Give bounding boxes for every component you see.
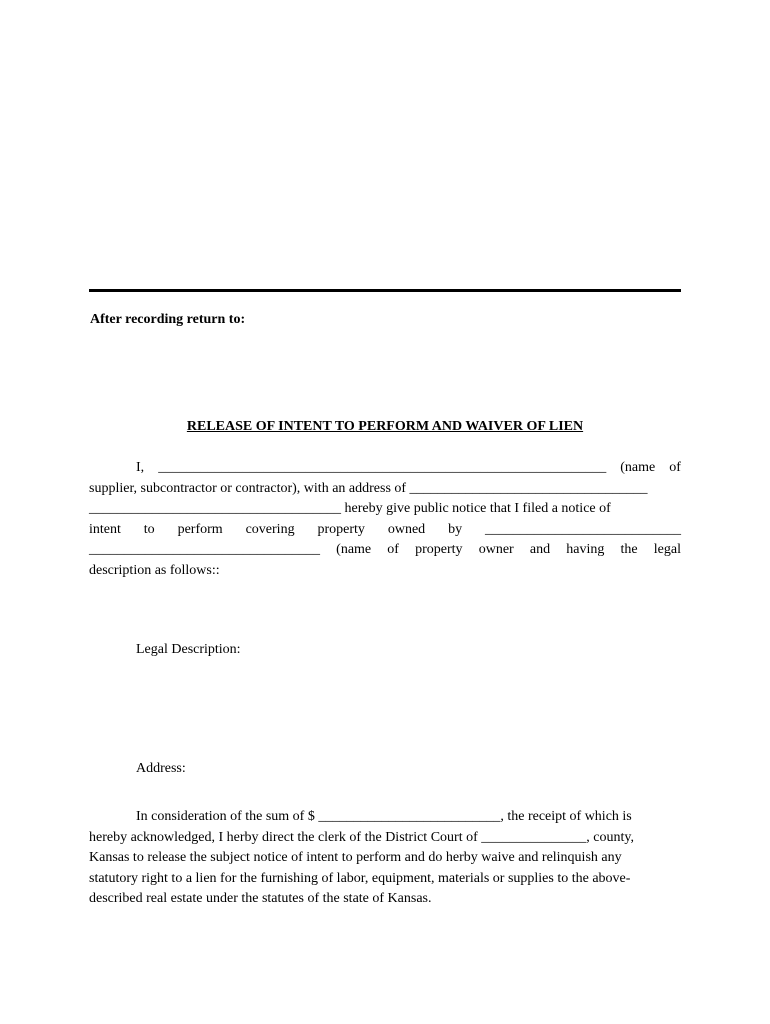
text-fragment: owner <box>478 542 514 557</box>
text-fragment: (name <box>620 460 656 475</box>
text-fragment: to <box>143 521 155 537</box>
text-fragment: legal <box>653 542 681 557</box>
text-fragment: (name <box>336 542 372 557</box>
legal-description-label: Legal Description: <box>136 642 241 657</box>
text-fragment: I, <box>136 460 145 475</box>
property-owner-blank: ____________________________ <box>484 521 681 537</box>
text-fragment: hereby acknowledged, I herby direct the clerk of the District Court of _______________, county, <box>89 829 634 845</box>
text-fragment: property <box>317 521 365 537</box>
address-label: Address: <box>136 761 186 776</box>
paragraph-line-2 <box>89 479 681 500</box>
text-fragment: the <box>620 542 638 557</box>
text-fragment: having <box>566 542 605 557</box>
text-fragment: intent <box>89 521 121 537</box>
text-fragment: owned <box>387 521 426 537</box>
release-paragraph <box>89 458 681 581</box>
consideration-line-5 <box>89 889 681 910</box>
text-fragment: ____________________________________ hereby give public notice that I filed a notice of <box>89 501 611 516</box>
text-fragment: of <box>387 542 399 557</box>
consideration-paragraph <box>89 807 681 910</box>
text-fragment: statutory right to a lien for the furnishing of labor, equipment, materials or supplies to the above- <box>89 870 631 886</box>
paragraph-line-5 <box>89 540 681 561</box>
text-fragment: In consideration of the sum of $ __________________________, the receipt of which is <box>136 809 632 824</box>
consideration-line-3 <box>89 848 681 869</box>
paragraph-line-1 <box>89 458 681 479</box>
text-fragment: property <box>415 542 463 557</box>
property-owner-blank-2: _________________________________ <box>89 542 320 557</box>
consideration-line-2 <box>89 828 681 849</box>
supplier-name-blank: ________________________________________________________________ <box>158 460 607 475</box>
text-fragment: of <box>669 460 681 475</box>
consideration-line-1 <box>89 807 681 828</box>
document-title: RELEASE OF INTENT TO PERFORM AND WAIVER OF LIEN <box>186 419 584 434</box>
text-fragment: described real estate under the statutes of the state of Kansas. <box>89 891 432 906</box>
text-fragment: description as follows:: <box>89 562 220 578</box>
consideration-line-4 <box>89 869 681 890</box>
text-fragment: and <box>529 542 551 557</box>
text-fragment: Kansas to release the subject notice of intent to perform and do herby waive and relinquish any <box>89 850 622 865</box>
return-to-heading: After recording return to: <box>90 312 246 327</box>
text-fragment: perform <box>177 521 223 537</box>
header-rule <box>89 289 681 292</box>
paragraph-line-3 <box>89 499 681 520</box>
text-fragment: by <box>448 521 463 537</box>
paragraph-line-6 <box>89 561 681 582</box>
text-fragment: supplier, subcontractor or contractor), with an address of __________________________________ <box>89 480 648 496</box>
paragraph-line-4 <box>89 520 681 541</box>
text-fragment: covering <box>245 521 295 537</box>
